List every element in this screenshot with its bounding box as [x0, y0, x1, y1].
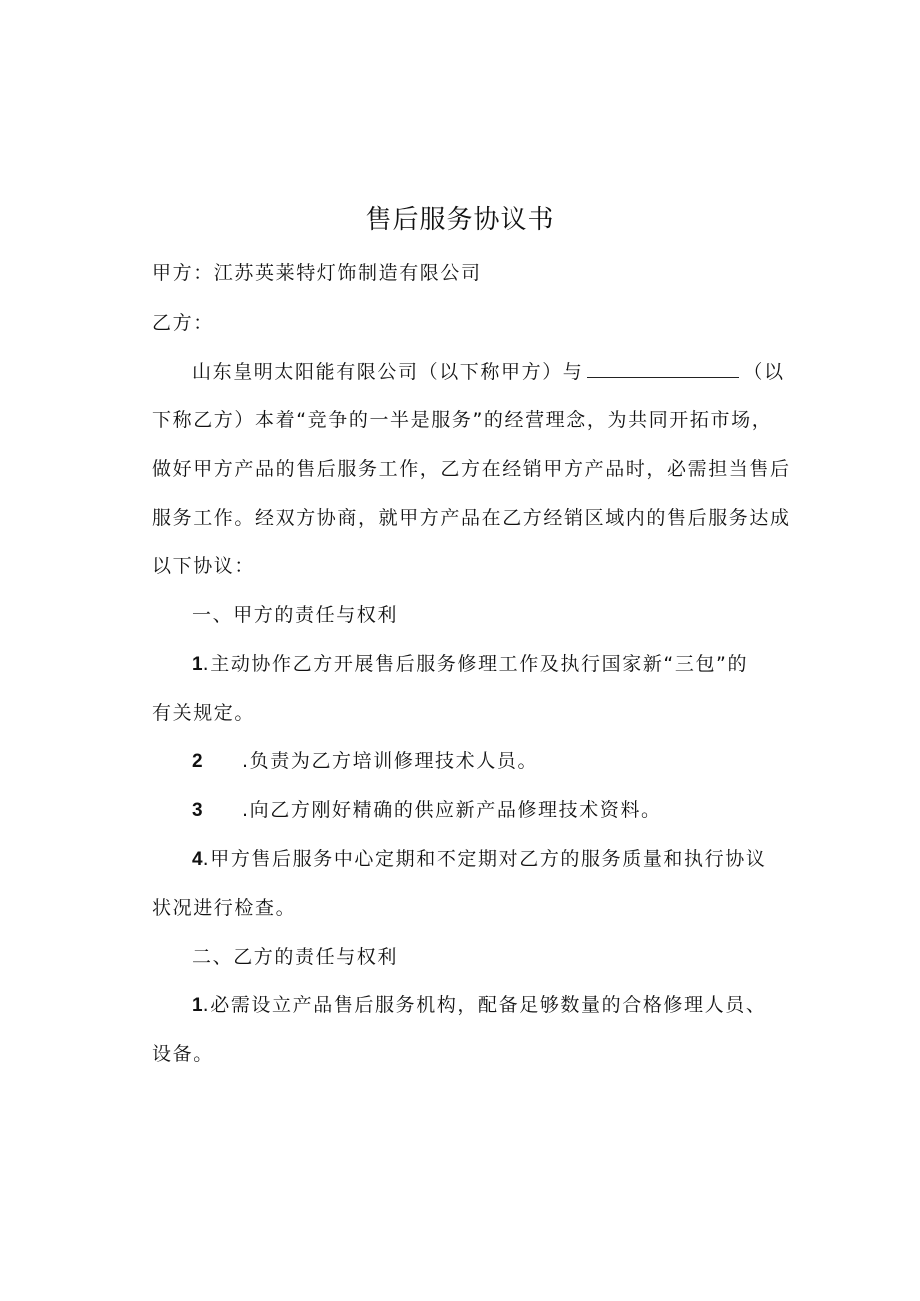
section1-item-1-cont: 有关规定。 — [152, 702, 256, 724]
intro-line-2: 下称乙方）本着“竞争的一半是服务”的经营理念，为共同开拓市场， — [152, 409, 773, 431]
section1-item-4 — [192, 845, 766, 874]
intro-part1: 山东皇明太阳能有限公司（以下称甲方）与 — [192, 361, 584, 383]
intro-line-5: 以下协议： — [152, 555, 256, 577]
intro-part2: （以 — [743, 361, 785, 383]
item-text: .主动协作乙方开展售后服务修理工作及执行国家新“三包”的 — [202, 653, 749, 675]
item-text: .必需设立产品售后服务机构，配备足够数量的合格修理人员、 — [202, 994, 767, 1016]
section1-item-3 — [192, 796, 662, 825]
item-number: 1 — [192, 654, 203, 675]
party-a-line: 甲方：江苏英莱特灯饰制造有限公司 — [152, 262, 482, 284]
item-text: .负责为乙方培训修理技术人员。 — [242, 750, 539, 772]
item-number: 4 — [192, 849, 203, 870]
item-text: .向乙方刚好精确的供应新产品修理技术资料。 — [242, 799, 662, 821]
section2-item-1-cont: 设备。 — [152, 1043, 214, 1065]
document-title: 售后服务协议书 — [365, 205, 555, 235]
section1-heading: 一、甲方的责任与权利 — [192, 604, 399, 626]
section2-heading: 二、乙方的责任与权利 — [192, 946, 399, 968]
item-number: 3 — [192, 800, 203, 821]
party-b-blank — [587, 357, 739, 378]
item-number: 2 — [192, 751, 203, 772]
intro-line-1 — [192, 357, 785, 386]
intro-line-4: 服务工作。经双方协商，就甲方产品在乙方经销区域内的售后服务达成 — [152, 507, 791, 529]
section2-item-1 — [192, 991, 766, 1020]
item-text: .甲方售后服务中心定期和不定期对乙方的服务质量和执行协议 — [202, 848, 767, 870]
party-b-line: 乙方： — [152, 312, 214, 334]
section1-item-4-cont: 状况进行检查。 — [152, 897, 297, 919]
intro-line-3: 做好甲方产品的售后服务工作，乙方在经销甲方产品时，必需担当售后 — [152, 458, 791, 480]
section1-item-2 — [192, 747, 538, 776]
section1-item-1 — [192, 650, 748, 679]
item-number: 1 — [192, 995, 203, 1016]
